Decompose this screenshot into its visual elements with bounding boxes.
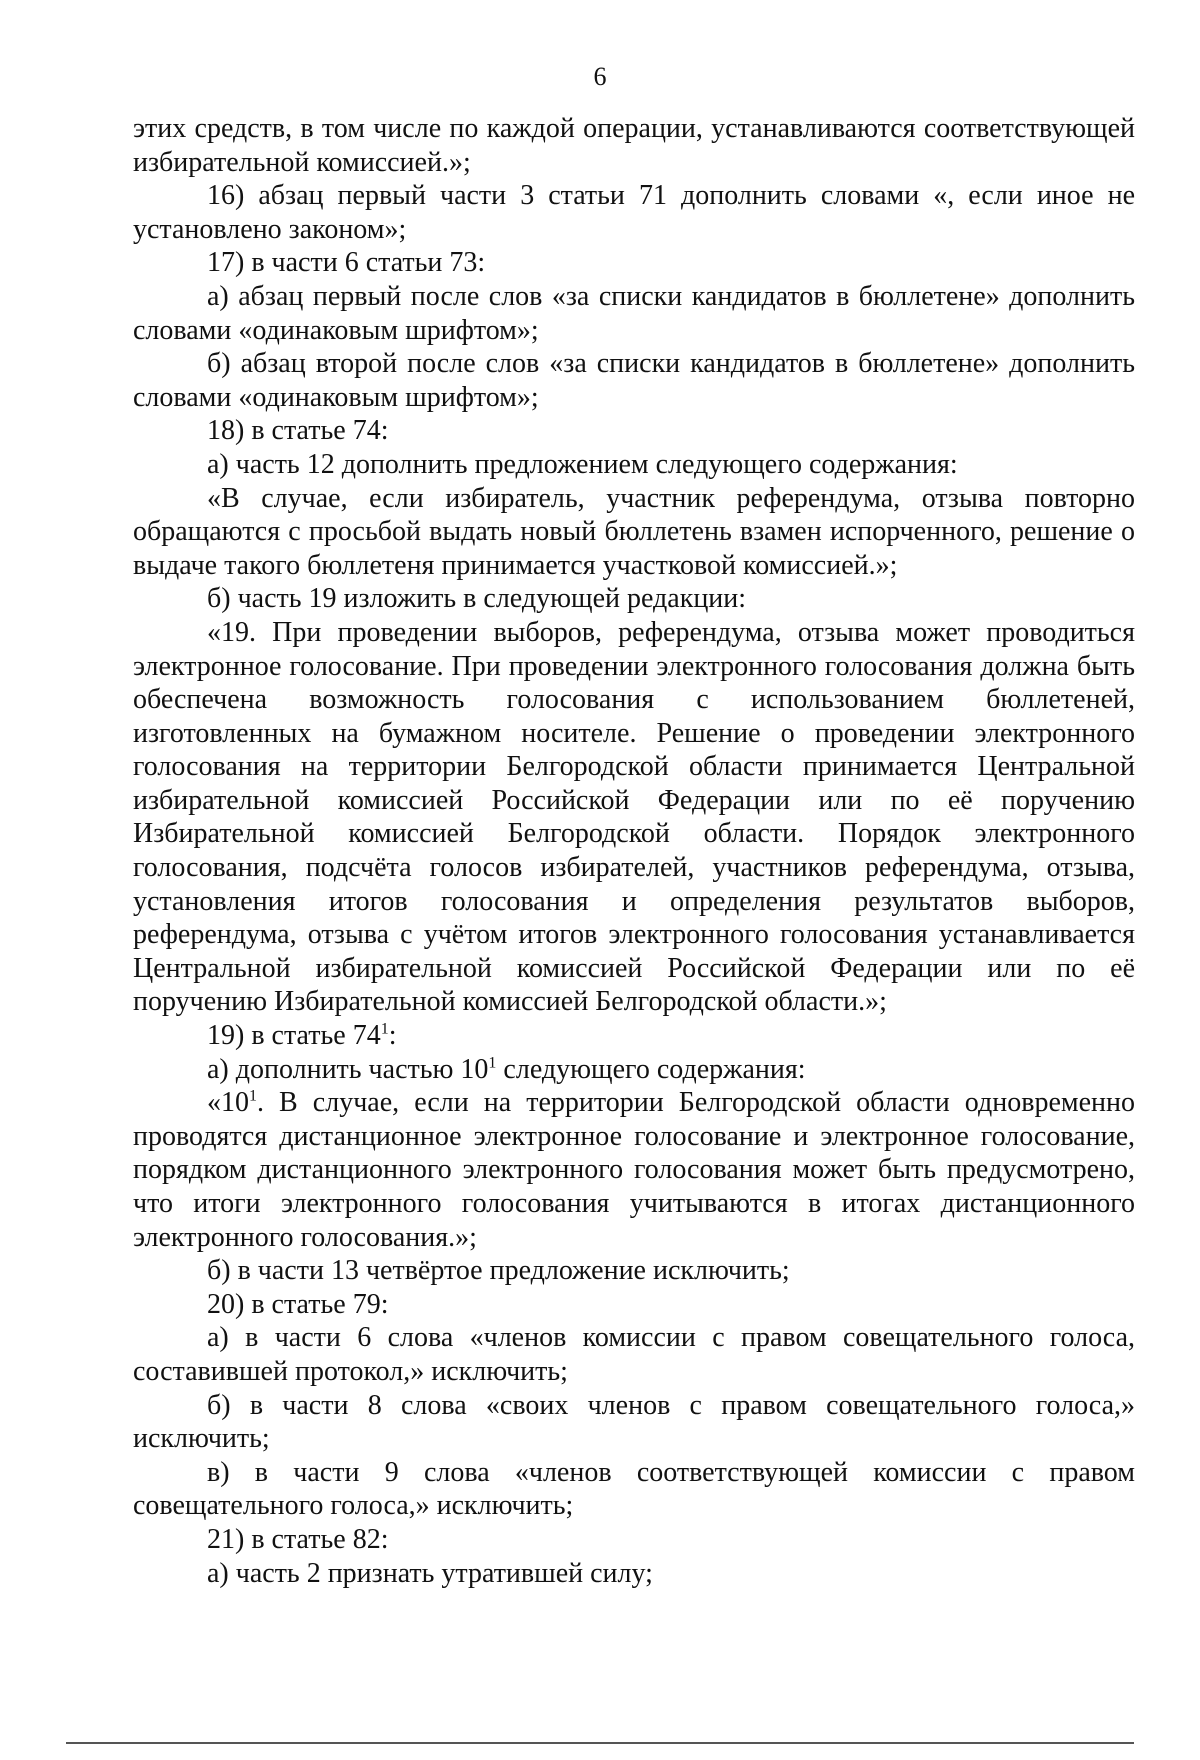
paragraph: «В случае, если избиратель, участник референдума, отзыва повторно обращаются с просьбой выдать новый бюллетень взамен испорченного, решение о выдаче такого бюллетеня принимается участковой комиссией.»;: [133, 482, 1135, 581]
paragraph: а) дополнить частью $10^1$ следующего содержания:: [207, 1053, 806, 1085]
paragraph: «19. При проведении выборов, референдума, отзыва может проводиться электронное голосование. При проведении электронного голосования должна быть обеспечена возможность голосования с использованием бюллетеней, изготовленных на бумажном носителе. Решение о проведении электронного голосования на территории Белгородской области принимается Центральной избирательной комиссией Российской Федерации или по её поручению Избирательной комиссией Белгородской области. Порядок электронного голосования, подсчёта голосов избирателей, участников референдума, отзыва, установления итогов голосования и определения результатов выборов, референдума, отзыва с учётом итогов электронного голосования устанавливается Центральной избирательной комиссией Российской Федерации или по её поручению Избирательной комиссией Белгородской области.»;: [133, 616, 1135, 1018]
paragraph: 19) в статье $74^1$:: [207, 1020, 397, 1052]
paragraph: а) абзац первый после слов «за списки кандидатов в бюллетене» дополнить словами «одинаковым шрифтом»;: [133, 280, 1135, 346]
paragraph: 16) абзац первый части 3 статьи 71 дополнить словами «, если иное не установлено законом»;: [133, 180, 1135, 245]
paragraph: б) абзац второй после слов «за списки кандидатов в бюллетене» дополнить словами «одинаковым шрифтом»;: [133, 348, 1135, 413]
paragraph: в) в части 9 слова «членов соответствующей комиссии с правом совещательного голоса,» исключить;: [133, 1456, 1135, 1522]
paragraph: 18) в статье 74:: [207, 415, 389, 447]
scan-edge-line: [66, 1742, 1134, 1744]
paragraph: 20) в статье 79:: [207, 1288, 389, 1320]
superscript: 1: [488, 1054, 497, 1072]
paragraph: а) часть 2 признать утратившей силу;: [207, 1557, 653, 1589]
paragraph: б) часть 19 изложить в следующей редакции:: [207, 583, 747, 615]
paragraph: 21) в статье 82:: [207, 1523, 389, 1555]
superscript: 1: [249, 1087, 257, 1105]
paragraph: «$10^1$. В случае, если на территории Белгородской области одновременно проводятся дистанционное электронное голосование и электронное голосование, порядком дистанционного электронного голосования может быть предусмотрено, что итоги электронного голосования учитываются в итогах дистанционного электронного голосования.»;: [133, 1087, 1135, 1253]
paragraph: б) в части 8 слова «своих членов с правом совещательного голоса,» исключить;: [133, 1389, 1135, 1455]
paragraph: б) в части 13 четвёртое предложение исключить;: [207, 1255, 790, 1287]
paragraph: а) в части 6 слова «членов комиссии с правом совещательного голоса, составившей протокол,» исключить;: [133, 1322, 1135, 1387]
document-body: [133, 112, 1135, 1590]
paragraph: а) часть 12 дополнить предложением следующего содержания:: [207, 448, 958, 480]
paragraph: 17) в части 6 статьи 73:: [207, 247, 486, 279]
superscript: 1: [380, 1020, 389, 1038]
paragraph: этих средств, в том числе по каждой операции, устанавливаются соответствующей избирательной комиссией.»;: [133, 113, 1135, 178]
page-number: 6: [593, 62, 607, 91]
